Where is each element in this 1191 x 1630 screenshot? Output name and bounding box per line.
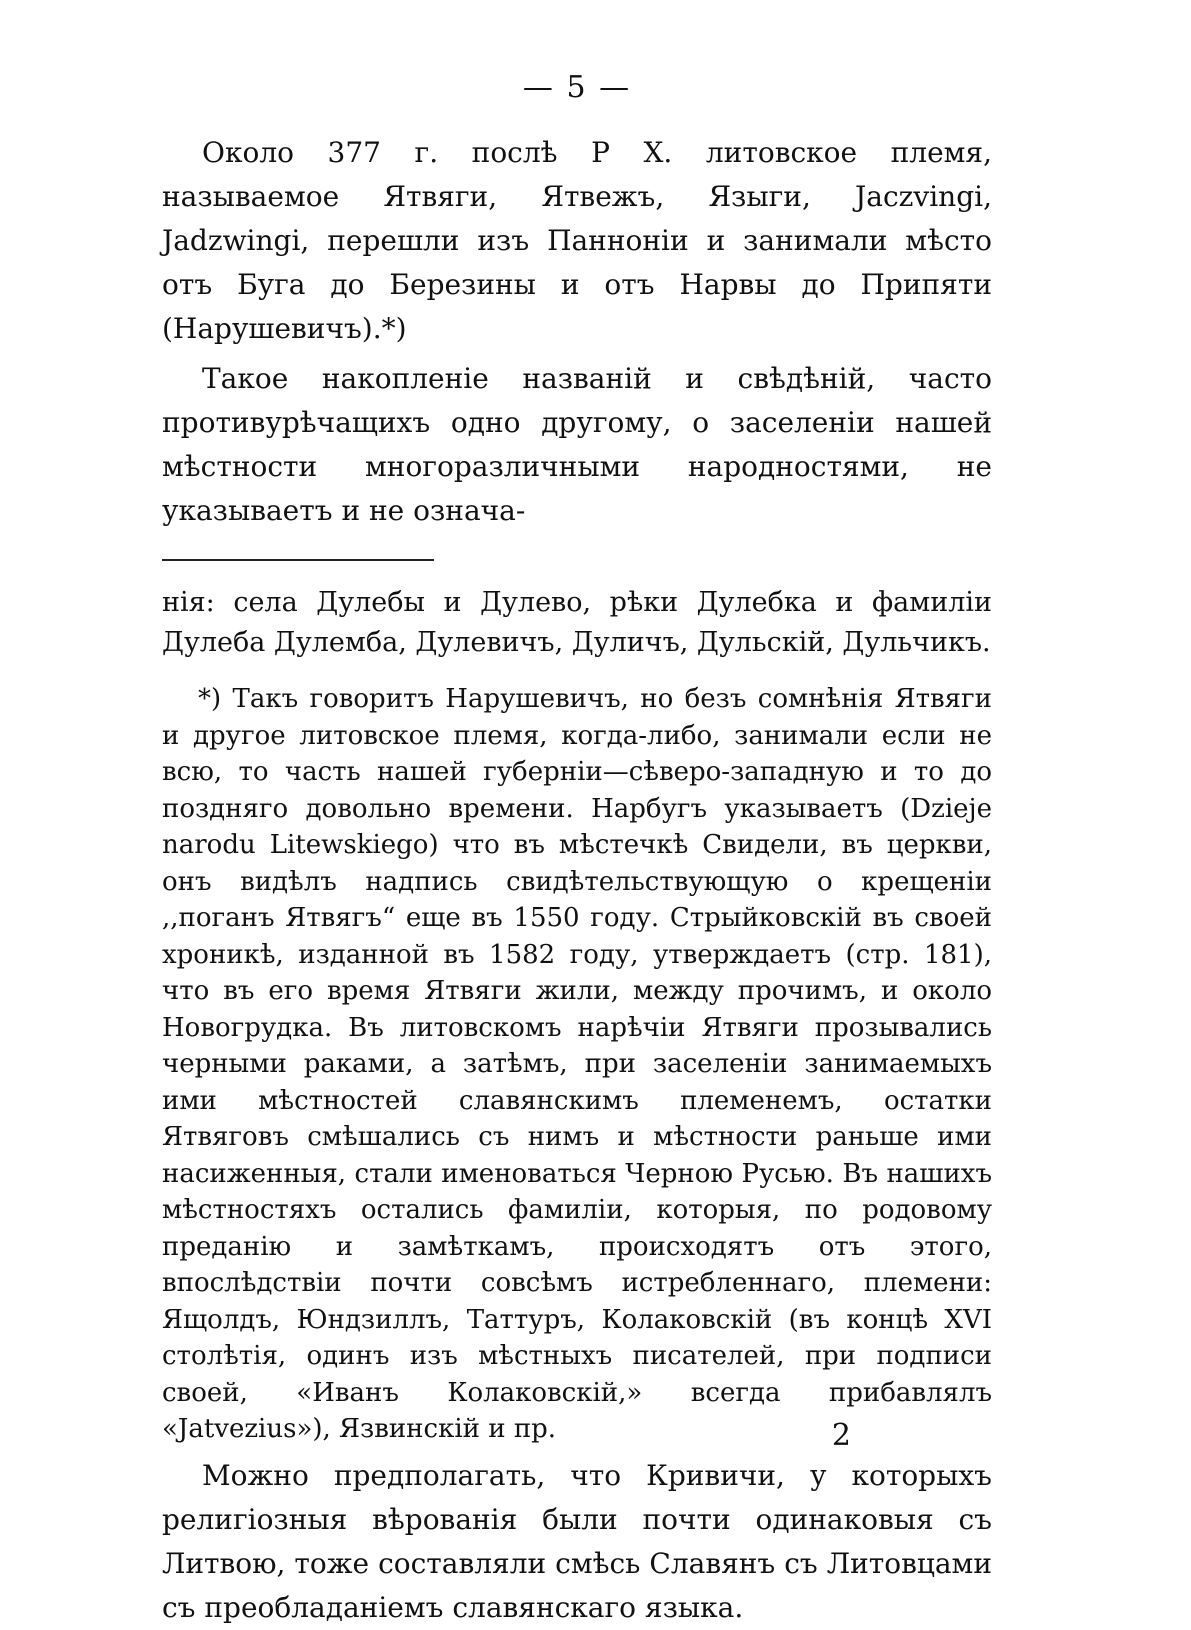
paragraph-2: Такое накопленiе названiй и свѣдѣнiй, часто противурѣчащихъ одно другому, о заселенiи нашей мѣстности многоразличными народностями, не указываетъ и не означа- xyxy=(162,362,992,527)
document-page xyxy=(162,70,992,1630)
page-number: — 5 — xyxy=(522,70,632,105)
footnote: *) Такъ говоритъ Нарушевичъ, но безъ сомнѣнiя Ятвяги и другое литовское племя, когда-либо, занимали если не всю, то часть нашей губернiи—сѣверо-западную и то до поздняго довольно времени. Нарбугъ указываетъ (Dzieje narodu Litewskiego) что въ мѣстечкѣ Свидели, въ церкви, онъ видѣлъ надпись свидѣтельствующую о крещенiи ,,поганъ Ятвягъ“ еще въ 1550 году. Стрыйковскiй въ своей хроникѣ, изданной въ 1582 году, утверждаетъ (стр. 181), что въ его время Ятвяги жили, между прочимъ, и около Новогрудка. Въ литовскомъ нарѣчiи Ятвяги прозывались черными раками, а затѣмъ, при заселенiи занимаемыхъ ими мѣстностей славянскимъ племенемъ, остатки Ятвяговъ смѣшались съ нимъ и мѣстности раньше ими насиженныя, стали именоваться Черною Русью. Въ нашихъ мѣстностяхъ остались фамилiи, которыя, по родовому преданiю и замѣткамъ, происходятъ отъ этого, впослѣдствiи почти совсѣмъ истребленнаго, племени: Ящолдъ, Юндзиллъ, Таттуръ, Колаковскiй (въ концѣ XVI столѣтiя, одинъ изъ мѣстныхъ писателей, при подписи своей, «Иванъ Колаковскiй,» всегда прибавлялъ «Jatvezius»), Язвинскiй и пр. xyxy=(162,684,992,1444)
footnote-separator xyxy=(162,559,434,561)
signature-mark: 2 xyxy=(831,1418,851,1453)
footnote-continuation: нiя: села Дулебы и Дулево, рѣки Дулебка и фамилiи Дулеба Дулемба, Дулевичъ, Дуличъ, Дульскiй, Дульчикъ. xyxy=(162,587,992,658)
paragraph-1: Около 377 г. послѣ Р Х. литовское племя, называемое Ятвяги, Ятвежъ, Языги, Jaczvingi, Jadzwingi, перешли изъ Паннонiи и занимали мѣсто отъ Буга до Березины и отъ Нарвы до Припяти (Нарушевичъ).*) xyxy=(162,136,992,345)
closing-paragraph: Можно предполагать, что Кривичи, у которыхъ религiозныя вѣрованiя были почти одинаковыя съ Литвою, тоже составляли смѣсь Славянъ съ Литовцами съ преобладанiемъ славянскаго языка. xyxy=(162,1458,992,1624)
